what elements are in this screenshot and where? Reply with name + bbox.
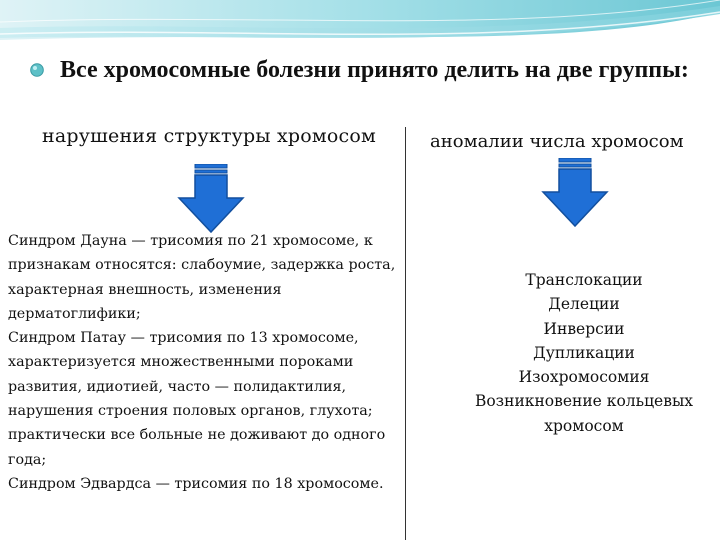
structure-disorders-heading: нарушения структуры хромосом	[42, 125, 376, 147]
down-arrow-icon	[176, 164, 246, 234]
list-item: Инверсии	[543, 319, 625, 338]
list-item: Изохромосомия	[518, 368, 650, 387]
circle-bullet-icon	[30, 63, 44, 77]
column-divider	[405, 127, 406, 540]
list-item: Дупликации	[533, 343, 635, 362]
title-text: Все хромосомные болезни принято делить на две группы:	[60, 57, 689, 83]
slide-title	[30, 56, 700, 85]
structural-anomalies-list	[448, 268, 720, 438]
list-item: Возникновение кольцевых	[474, 392, 694, 411]
down-arrow-icon	[540, 158, 610, 228]
list-item: хромосом	[544, 416, 624, 435]
decorative-wave-banner	[0, 0, 720, 60]
patau-syndrome-paragraph: Синдром Патау — трисомия по 13 хромосоме, характеризуется множественными пороками развития, идиотией, часто — полидактилия, нарушения строения половых органов, глухота; практически все больные не доживают до одного года;	[8, 330, 386, 468]
number-anomalies-heading: аномалии числа хромосом	[430, 131, 684, 152]
edwards-syndrome-paragraph: Синдром Эдвардса — трисомия по 18 хромосоме.	[8, 475, 384, 492]
list-item: Транслокации	[525, 271, 643, 289]
chromosome-syndromes-text	[8, 229, 400, 496]
down-syndrome-paragraph: Синдром Дауна — трисомия по 21 хромосоме, к признакам относятся: слабоумие, задержка роста, характерная внешность, изменения дерматоглифики;	[8, 233, 396, 322]
list-item: Делеции	[548, 295, 620, 314]
